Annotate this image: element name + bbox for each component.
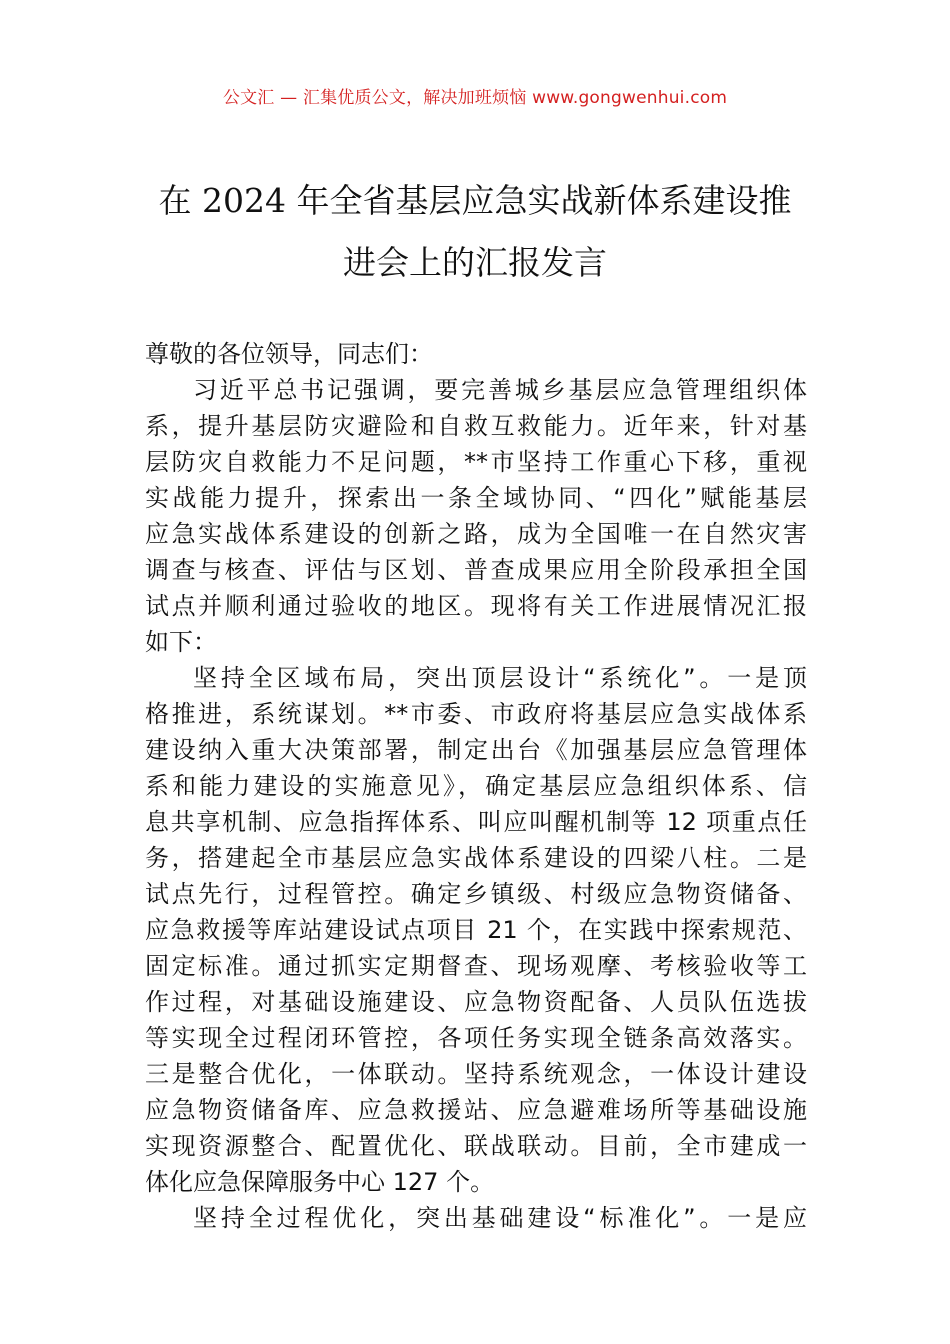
title-line-1: 在 2024 年全省基层应急实战新体系建设推 <box>158 181 792 220</box>
document-body <box>145 336 807 1236</box>
body-line: 实现资源整合、配置优化、联战联动。目前，全市建成一 <box>145 1132 807 1160</box>
header-banner[interactable]: 公文汇 — 汇集优质公文，解决加班烦恼 www.gongwenhui.com <box>222 88 728 108</box>
body-line: 坚持全区域布局，突出顶层设计“系统化”。一是顶 <box>193 664 807 692</box>
body-line: 体化应急保障服务中心 127 个。 <box>145 1168 495 1196</box>
body-line: 建设纳入重大决策部署，制定出台《加强基层应急管理体 <box>145 736 807 764</box>
document-title <box>120 170 830 294</box>
body-line: 坚持全过程优化，突出基础建设“标准化”。一是应 <box>193 1204 807 1232</box>
body-line: 系和能力建设的实施意见》，确定基层应急组织体系、信 <box>145 772 807 800</box>
body-line: 如下： <box>145 628 217 656</box>
salutation: 尊敬的各位领导，同志们： <box>145 340 433 368</box>
body-line: 系，提升基层防灾避险和自救互救能力。近年来，针对基 <box>145 412 807 440</box>
title-line-2: 进会上的汇报发言 <box>343 243 607 282</box>
body-line: 习近平总书记强调，要完善城乡基层应急管理组织体 <box>193 376 807 404</box>
body-line: 固定标准。通过抓实定期督查、现场观摩、考核验收等工 <box>145 952 807 980</box>
body-line: 试点先行，过程管控。确定乡镇级、村级应急物资储备、 <box>145 880 807 908</box>
body-line: 作过程，对基础设施建设、应急物资配备、人员队伍选拔 <box>145 988 807 1016</box>
body-line: 试点并顺利通过验收的地区。现将有关工作进展情况汇报 <box>145 592 807 620</box>
body-line: 调查与核查、评估与区划、普查成果应用全阶段承担全国 <box>145 556 807 584</box>
body-line: 层防灾自救能力不足问题，**市坚持工作重心下移，重视 <box>145 448 807 476</box>
body-line: 实战能力提升，探索出一条全域协同、“四化”赋能基层 <box>145 484 807 512</box>
body-line: 格推进，系统谋划。**市委、市政府将基层应急实战体系 <box>145 700 807 728</box>
body-line: 息共享机制、应急指挥体系、叫应叫醒机制等 12 项重点任 <box>145 808 807 836</box>
body-line: 等实现全过程闭环管控，各项任务实现全链条高效落实。 <box>145 1024 807 1052</box>
body-line: 务，搭建起全市基层应急实战体系建设的四梁八柱。二是 <box>145 844 807 872</box>
body-line: 应急实战体系建设的创新之路，成为全国唯一在自然灾害 <box>145 520 807 548</box>
body-line: 三是整合优化，一体联动。坚持系统观念，一体设计建设 <box>145 1060 807 1088</box>
body-line: 应急救援等库站建设试点项目 21 个，在实践中探索规范、 <box>145 916 807 944</box>
body-line: 应急物资储备库、应急救援站、应急避难场所等基础设施 <box>145 1096 807 1124</box>
